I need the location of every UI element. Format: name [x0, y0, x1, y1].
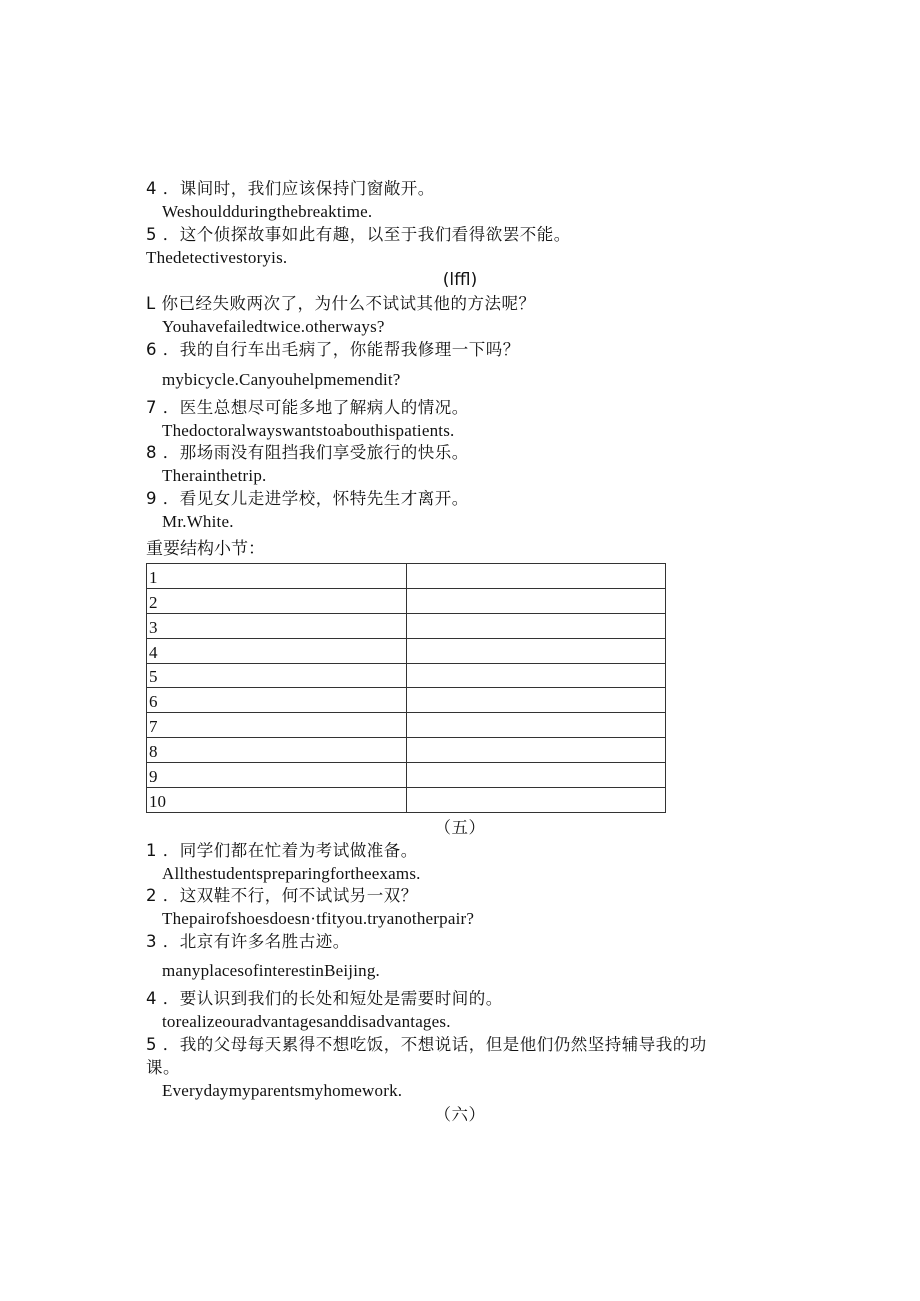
lffl-q1-chinese: L 你已经失败两次了，为什么不试试其他的方法呢？ — [146, 294, 536, 313]
q4-english: Weshouldduringthebreaktime. — [162, 202, 373, 221]
structure-table — [146, 563, 666, 813]
table-row — [147, 688, 666, 713]
structure-heading: 重要结构小节： — [146, 539, 265, 559]
five-q3-english: manyplacesofinterestinBeijing. — [162, 961, 380, 980]
table-cell-number: 10 — [147, 788, 407, 813]
table-cell-number: 9 — [147, 763, 407, 788]
lffl-q9-english: Mr.White. — [162, 512, 234, 531]
five-q4-chinese: 4 ．要认识到我们的长处和短处是需要时间的。 — [146, 989, 503, 1008]
lffl-q8-chinese: 8 ．那场雨没有阻挡我们享受旅行的快乐。 — [146, 443, 469, 462]
table-cell-number: 4 — [147, 638, 407, 663]
five-q1-english: Allthestudentspreparingfortheexams. — [162, 864, 421, 883]
table-cell-blank[interactable] — [407, 788, 666, 813]
table-row — [147, 588, 666, 613]
table-cell-blank[interactable] — [407, 613, 666, 638]
table-cell-number: 1 — [147, 564, 407, 589]
table-cell-blank[interactable] — [407, 688, 666, 713]
table-cell-number: 7 — [147, 713, 407, 738]
table-cell-blank[interactable] — [407, 564, 666, 589]
table-row — [147, 663, 666, 688]
table-row — [147, 613, 666, 638]
table-cell-number: 2 — [147, 588, 407, 613]
table-cell-number: 8 — [147, 738, 407, 763]
table-row — [147, 713, 666, 738]
table-cell-blank[interactable] — [407, 588, 666, 613]
section-heading-six: （六） — [434, 1105, 486, 1124]
table-cell-blank[interactable] — [407, 763, 666, 788]
lffl-q6-chinese: 6 ．我的自行车出毛病了，你能帮我修理一下吗？ — [146, 340, 520, 359]
table-cell-number: 3 — [147, 613, 407, 638]
table-row — [147, 788, 666, 813]
table-row — [147, 738, 666, 763]
lffl-q6-english: mybicycle.Canyouhelpmemendit? — [162, 370, 401, 389]
lffl-q8-english: Therainthetrip. — [162, 466, 267, 485]
table-cell-blank[interactable] — [407, 663, 666, 688]
table-row — [147, 638, 666, 663]
five-q2-chinese: 2 ．这双鞋不行，何不试试另一双？ — [146, 886, 418, 905]
lffl-q9-chinese: 9 ．看见女儿走进学校，怀特先生才离开。 — [146, 489, 469, 508]
section-heading-lffl: (lffl) — [442, 270, 478, 290]
lffl-q1-english: Youhavefailedtwice.otherways? — [162, 317, 385, 336]
table-row — [147, 763, 666, 788]
five-q3-chinese: 3 ．北京有许多名胜古迹。 — [146, 932, 350, 951]
table-cell-blank[interactable] — [407, 738, 666, 763]
lffl-q7-english: Thedoctoralwayswantstoabouthispatients. — [162, 421, 455, 440]
five-q2-english: Thepairofshoesdoesn·tfityou.tryanotherpair? — [162, 909, 475, 928]
table-cell-blank[interactable] — [407, 638, 666, 663]
table-cell-number: 6 — [147, 688, 407, 713]
table-row — [147, 564, 666, 589]
q5-chinese: 5 ．这个侦探故事如此有趣，以至于我们看得欲罢不能。 — [146, 225, 571, 244]
q5-english: Thedetectivestoryis. — [146, 248, 288, 267]
five-q5-chinese-line2: 课。 — [146, 1058, 180, 1077]
lffl-q7-chinese: 7 ．医生总想尽可能多地了解病人的情况。 — [146, 398, 469, 417]
five-q1-chinese: 1 ．同学们都在忙着为考试做准备。 — [146, 841, 418, 860]
section-heading-five: （五） — [434, 818, 486, 837]
five-q4-english: torealizeouradvantagesanddisadvantages. — [162, 1012, 451, 1031]
table-cell-number: 5 — [147, 663, 407, 688]
q4-chinese: 4 ．课间时，我们应该保持门窗敞开。 — [146, 179, 435, 198]
five-q5-english: Everydaymyparentsmyhomework. — [162, 1081, 403, 1100]
table-cell-blank[interactable] — [407, 713, 666, 738]
five-q5-chinese-line1: 5 ．我的父母每天累得不想吃饭，不想说话，但是他们仍然坚持辅导我的功 — [146, 1035, 707, 1054]
